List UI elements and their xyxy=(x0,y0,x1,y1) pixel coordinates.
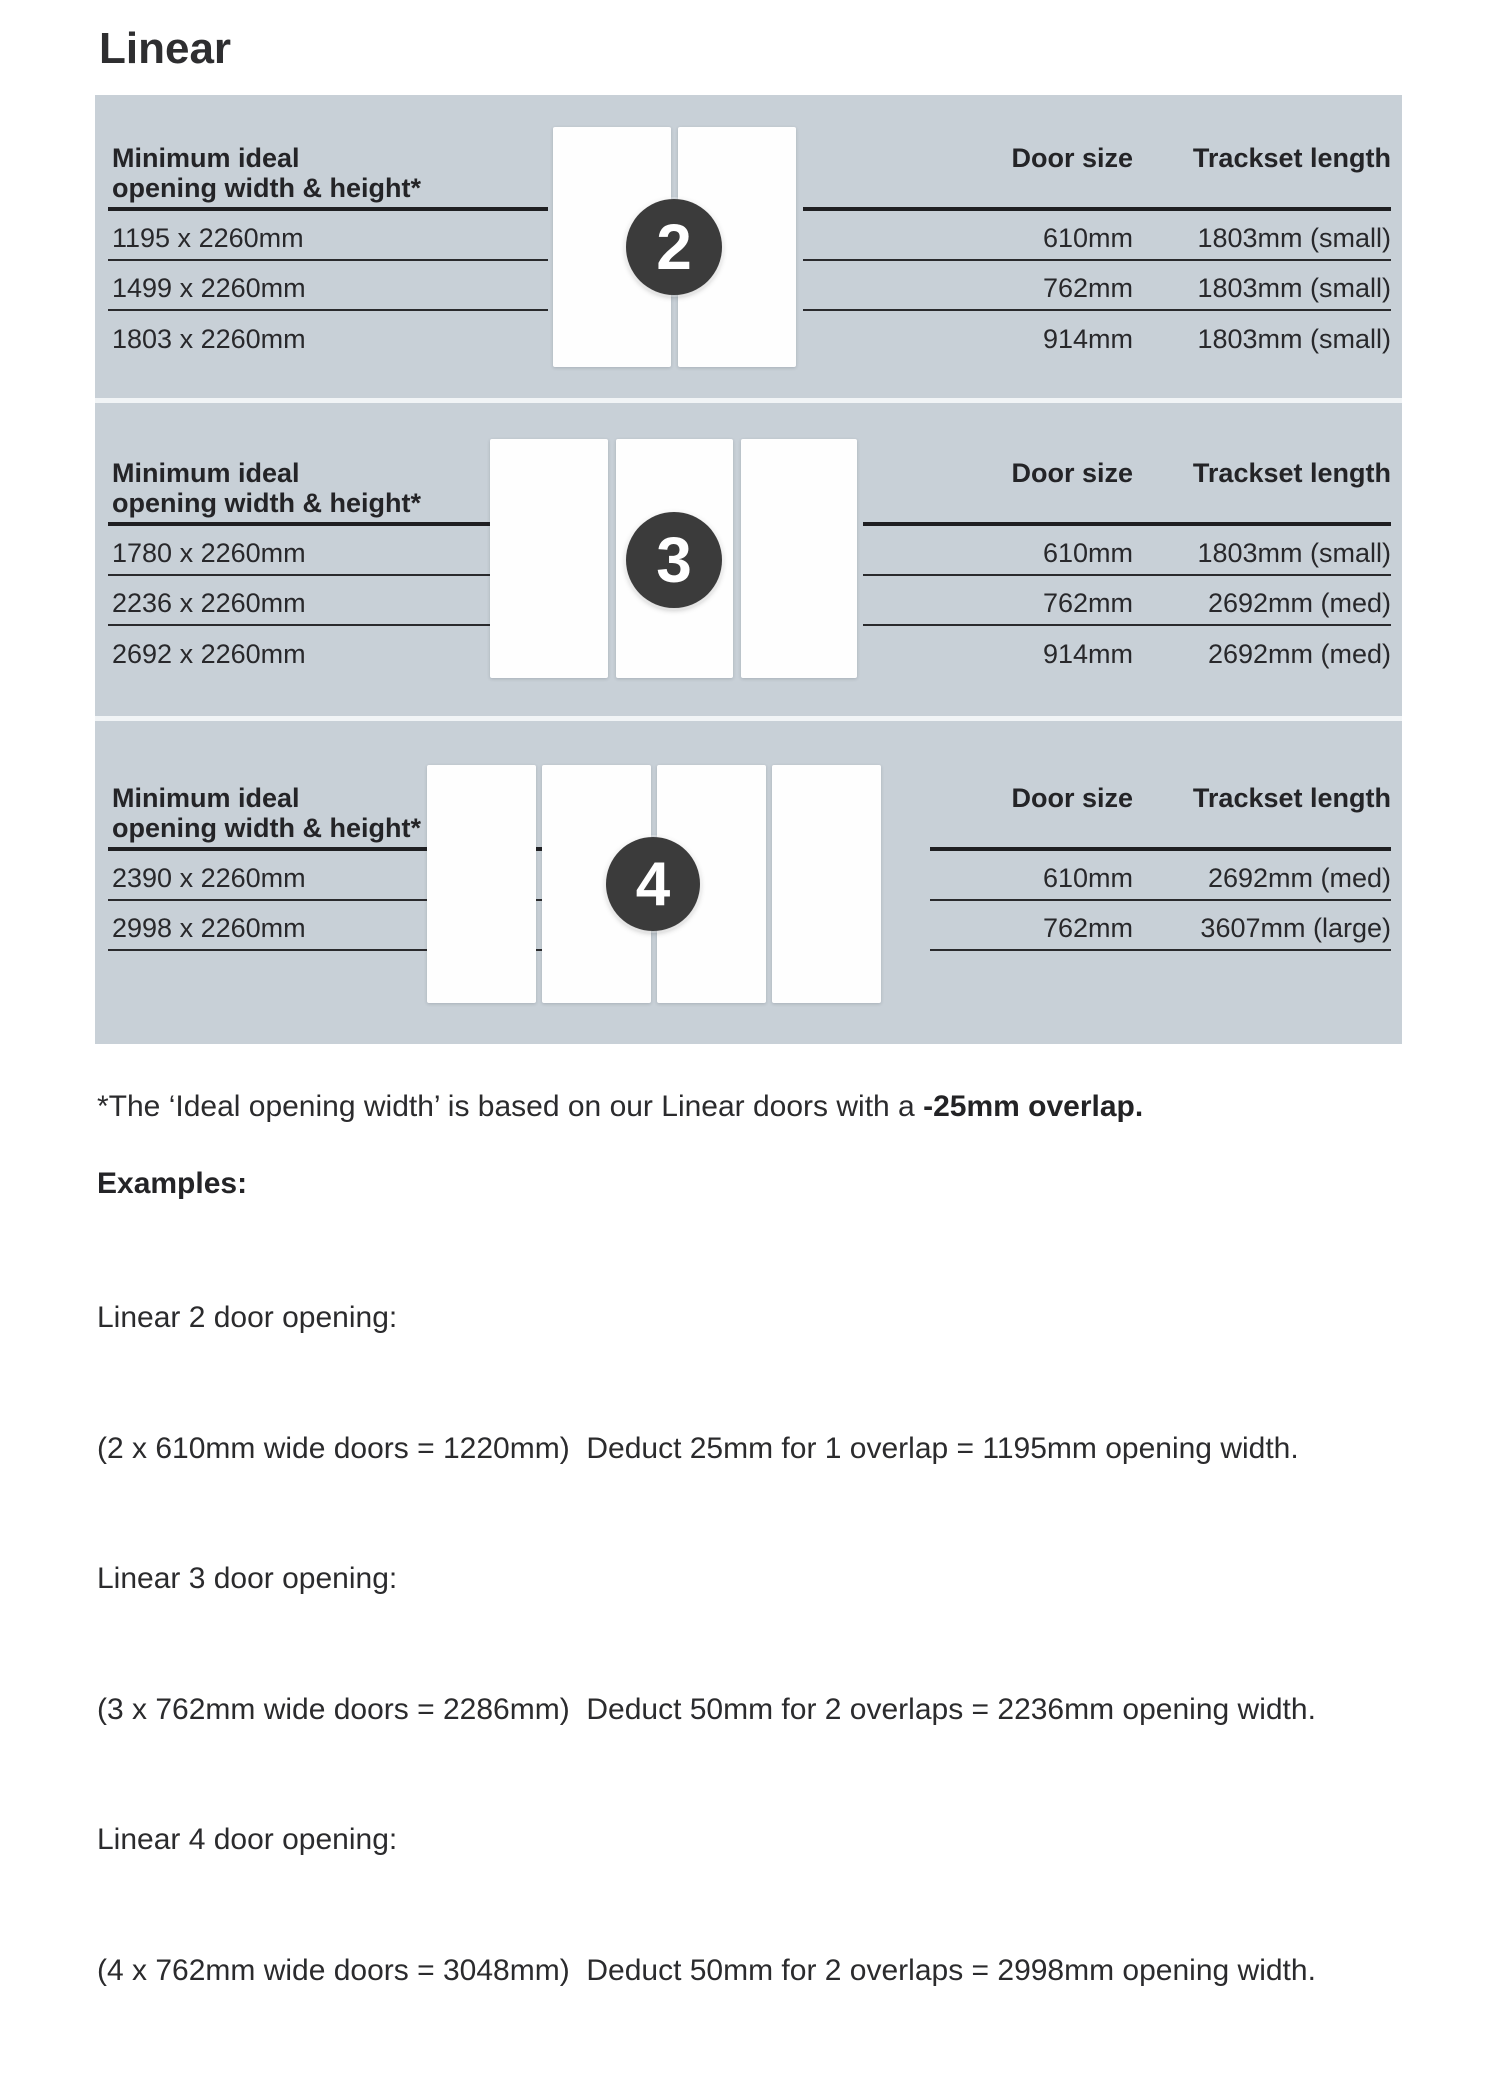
table-row xyxy=(108,576,548,626)
spec-panel xyxy=(95,95,1402,1044)
section-divider xyxy=(95,398,1402,403)
table-row xyxy=(108,211,548,261)
header-line-2: opening width & height* xyxy=(112,173,421,203)
examples-list xyxy=(97,1209,1477,2079)
example-line: (2 x 610mm wide doors = 1220mm) Deduct 25mm for 1 overlap = 1195mm opening width. xyxy=(97,1431,1299,1465)
trackset-value: 1803mm (small) xyxy=(1197,272,1391,303)
trackset-value: 3607mm (large) xyxy=(1200,912,1391,943)
table-row xyxy=(108,626,548,676)
table-row xyxy=(863,576,1391,626)
door-panel xyxy=(490,439,608,678)
door-count-badge: 2 xyxy=(626,199,722,295)
table-row xyxy=(108,311,548,361)
door-size-value: 762mm xyxy=(1042,587,1133,618)
example-line: Linear 4 door opening: xyxy=(97,1823,398,1856)
door-size-column-header: Door size xyxy=(1011,458,1133,488)
door-panel xyxy=(741,439,857,678)
footnote-text: *The ‘Ideal opening width’ is based on our Linear doors with a xyxy=(97,1090,924,1123)
door-trackset-table-3door xyxy=(863,458,1391,676)
table-row xyxy=(863,526,1391,576)
table-row xyxy=(930,851,1391,901)
header-line-1: Minimum ideal xyxy=(112,458,300,488)
trackset-column-header: Trackset length xyxy=(1192,458,1391,488)
opening-size-header xyxy=(108,143,548,211)
table-row xyxy=(803,261,1391,311)
table-row xyxy=(108,526,548,576)
footnote xyxy=(97,1090,1143,1124)
example-line: Linear 3 door opening: xyxy=(97,1562,398,1595)
door-trackset-table-2door xyxy=(803,143,1391,361)
door-size-value: 914mm xyxy=(1042,323,1133,354)
opening-size-value: 1780 x 2260mm xyxy=(112,537,306,568)
table-row xyxy=(108,261,548,311)
section-divider xyxy=(95,716,1402,721)
opening-size-value: 1499 x 2260mm xyxy=(112,272,306,303)
table-row xyxy=(803,211,1391,261)
header-line-2: opening width & height* xyxy=(112,488,421,518)
header-line-1: Minimum ideal xyxy=(112,783,300,813)
examples-heading: Examples: xyxy=(97,1167,248,1200)
door-panel xyxy=(427,765,536,1003)
header-line-1: Minimum ideal xyxy=(112,143,300,173)
opening-size-value: 1803 x 2260mm xyxy=(112,323,306,354)
opening-size-value: 2236 x 2260mm xyxy=(112,587,306,618)
opening-size-table-3door xyxy=(108,458,548,676)
trackset-value: 2692mm (med) xyxy=(1207,638,1391,669)
example-line: (4 x 762mm wide doors = 3048mm) Deduct 50mm for 2 overlaps = 2998mm opening width. xyxy=(97,1953,1316,1987)
trackset-column-header: Trackset length xyxy=(1192,783,1391,813)
door-panel xyxy=(772,765,881,1003)
trackset-value: 1803mm (small) xyxy=(1197,323,1391,354)
trackset-value: 2692mm (med) xyxy=(1207,587,1391,618)
opening-size-value: 2390 x 2260mm xyxy=(112,862,306,893)
door-trackset-table-4door xyxy=(930,783,1391,951)
door-size-value: 914mm xyxy=(1042,638,1133,669)
door-trackset-header xyxy=(803,143,1391,211)
trackset-value: 1803mm (small) xyxy=(1197,222,1391,253)
trackset-column-header: Trackset length xyxy=(1192,143,1391,173)
opening-size-value: 2692 x 2260mm xyxy=(112,638,306,669)
door-count-badge: 4 xyxy=(606,837,700,931)
door-size-value: 610mm xyxy=(1042,862,1133,893)
door-size-column-header: Door size xyxy=(1011,783,1133,813)
opening-size-header xyxy=(108,458,548,526)
door-size-value: 610mm xyxy=(1042,537,1133,568)
trackset-value: 2692mm (med) xyxy=(1207,862,1391,893)
door-trackset-header xyxy=(863,458,1391,526)
page-title: Linear xyxy=(99,24,232,73)
opening-size-table-2door xyxy=(108,143,548,361)
door-size-value: 762mm xyxy=(1042,912,1133,943)
opening-size-value: 2998 x 2260mm xyxy=(112,912,306,943)
door-size-value: 610mm xyxy=(1042,222,1133,253)
door-size-value: 762mm xyxy=(1042,272,1133,303)
header-line-2: opening width & height* xyxy=(112,813,421,843)
trackset-value: 1803mm (small) xyxy=(1197,537,1391,568)
table-row xyxy=(803,311,1391,361)
door-count-badge: 3 xyxy=(626,512,722,608)
opening-size-value: 1195 x 2260mm xyxy=(112,222,304,253)
footnote-bold-text: -25mm overlap. xyxy=(923,1090,1144,1123)
table-row xyxy=(930,901,1391,951)
door-trackset-header xyxy=(930,783,1391,851)
table-row xyxy=(863,626,1391,676)
door-size-column-header: Door size xyxy=(1011,143,1133,173)
example-line: Linear 2 door opening: xyxy=(97,1301,398,1334)
example-line: (3 x 762mm wide doors = 2286mm) Deduct 50mm for 2 overlaps = 2236mm opening width. xyxy=(97,1692,1316,1726)
